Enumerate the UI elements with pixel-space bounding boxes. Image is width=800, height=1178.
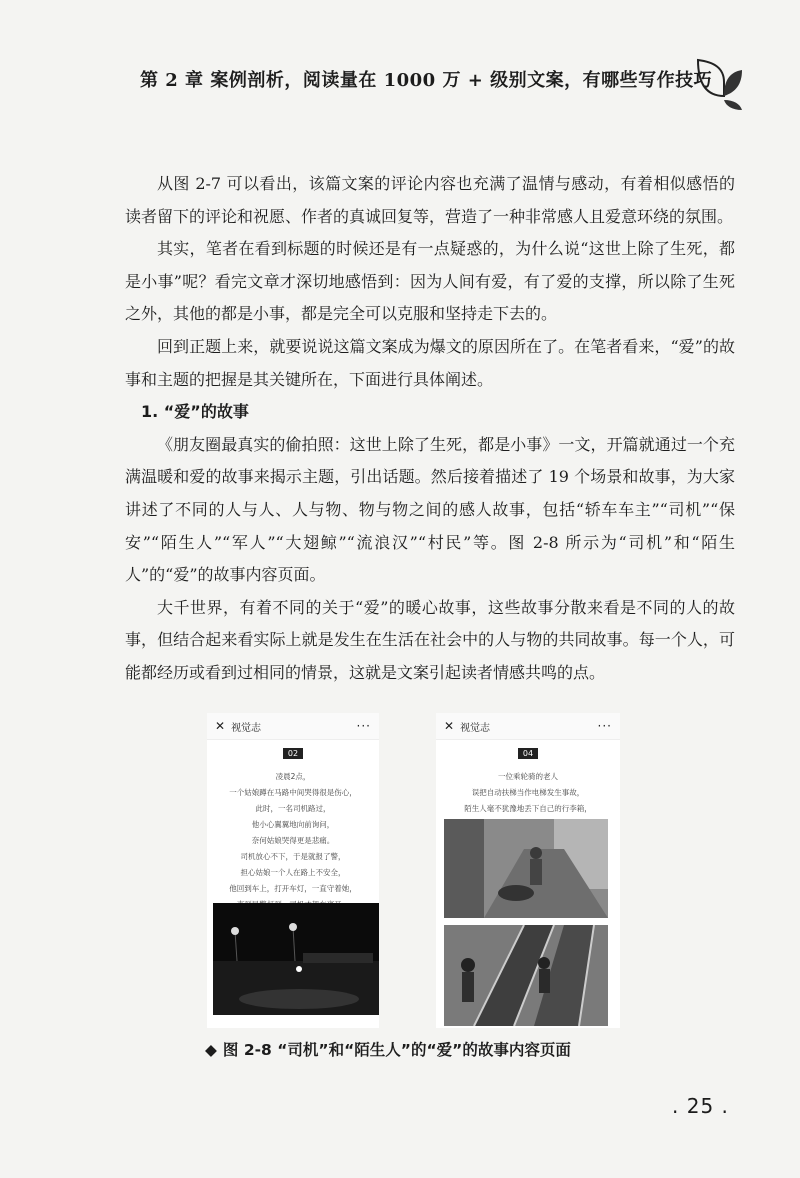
paragraph: 其实，笔者在看到标题的时候还是有一点疑惑的，为什么说“这世上除了生死，都是小事”呢？看完文章才深切地感悟到：因为人间有爱，有了爱的支撑，所以除了生死之外，其他的都是小事，都是完全可以克服和坚持走下去的。 xyxy=(125,239,735,324)
paragraph: 回到正题上来，就要说说这篇文案成为爆文的原因所在了。在笔者看来，“爱”的故事和主题的把握是其关键所在，下面进行具体阐述。 xyxy=(125,336,735,389)
escalator-photo xyxy=(444,925,608,1026)
leaf-ornament-icon xyxy=(694,56,744,112)
account-title: 视觉志 xyxy=(460,722,491,734)
story-line: 司机放心不下，于是就报了警， xyxy=(240,852,346,861)
paragraph: 从图 2-7 可以看出，该篇文案的评论内容也充满了温情与感动，有着相似感悟的读者留下的评论和祝愿、作者的真诚回复等，营造了一种非常感人且爱意环绕的氛围。 xyxy=(125,174,735,226)
story-line: 一个姑娘蹲在马路中间哭得很是伤心， xyxy=(229,788,357,797)
close-icon: ✕ xyxy=(444,719,455,733)
paragraph: 大千世界，有着不同的关于“爱”的暖心故事，这些故事分散来看是不同的人的故事，但结合起来看实际上就是发生在生活在社会中的人与物的共同故事。每一个人，可能都经历或看到过相同的情景，这就是文案引起读者情感共鸣的点。 xyxy=(125,597,735,682)
phone-top-bar xyxy=(436,713,620,740)
story-line: 担心姑娘一个人在路上不安全， xyxy=(240,868,346,877)
story-line: 他回到车上，打开车灯，一直守着她， xyxy=(229,884,357,893)
more-icon: ··· xyxy=(356,719,371,733)
phone-screenshot-stranger xyxy=(436,713,620,1028)
night-road-photo xyxy=(213,903,379,1015)
close-icon: ✕ xyxy=(215,719,226,733)
diamond-bullet-icon: ◆ xyxy=(205,1041,217,1059)
page-number: . 25 . xyxy=(672,1094,729,1118)
phone-screenshot-driver xyxy=(207,713,379,1028)
more-icon: ··· xyxy=(597,719,612,733)
phone-top-bar xyxy=(207,713,379,740)
paragraph: 《朋友圈最真实的偷拍照：这世上除了生死，都是小事》一文，开篇就通过一个充满温暖和爱的故事来揭示主题，引出话题。然后接着描述了 19 个场景和故事，为大家讲述了不同的人与人、人与物、物与物之间的感人故事，包括“轿车车主”“司机”“保安”“陌生人”“军人”“大翅鲸”“流浪汉”“村民”等。图 2-8 所示为“司机”和“陌生人”的“爱”的故事内容页面。 xyxy=(125,434,735,585)
story-line: 他小心翼翼地向前询问， xyxy=(251,820,335,829)
running-head: 第 2 章 案例剖析，阅读量在 1000 万 + 级别文案，有哪些写作技巧 xyxy=(140,70,713,91)
story-line: 此时，一名司机路过， xyxy=(255,804,331,813)
story-line: 陌生人毫不犹豫地丢下自己的行李箱， xyxy=(464,804,592,813)
story-number-badge: 04 xyxy=(518,748,538,759)
story-line: 误把自动扶梯当作电梯发生事故， xyxy=(471,788,585,797)
story-line: 奈何姑娘哭得更是悲痛。 xyxy=(251,836,335,845)
section-heading: 1. “爱”的故事 xyxy=(141,402,249,422)
account-title: 视觉志 xyxy=(231,722,262,734)
story-number-badge: 02 xyxy=(283,748,303,759)
body-text xyxy=(125,168,735,690)
cctv-escalator-photo xyxy=(444,819,608,918)
story-line: 凌晨2点， xyxy=(275,772,311,781)
caption-text: 图 2-8 “司机”和“陌生人”的“爱”的故事内容页面 xyxy=(222,1041,571,1059)
story-line: 一位乘轮骑的老人 xyxy=(498,772,558,781)
figure-caption xyxy=(205,1038,625,1060)
story-text xyxy=(213,769,373,913)
